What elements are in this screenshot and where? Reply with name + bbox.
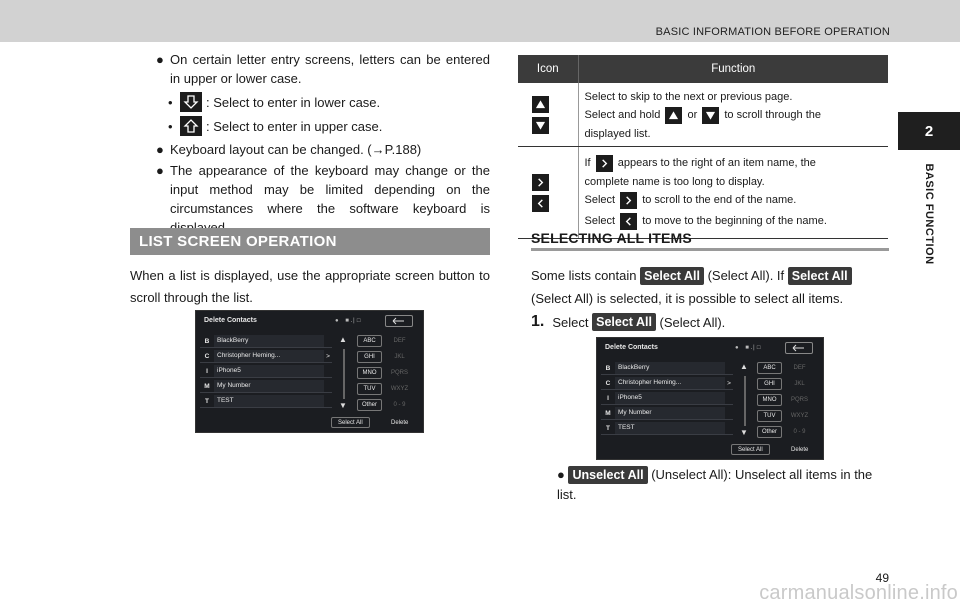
sub-lower-case: • : Select to enter in lower case. [168,92,490,112]
index-letter: C [605,379,611,387]
scroll-up-icon[interactable]: ▲ [339,335,347,344]
page-down-icon [532,117,549,134]
screen-title: Delete Contacts [204,317,257,324]
running-head: BASIC INFORMATION BEFORE OPERATION [655,26,890,38]
sub-text: : Select to enter in lower case. [206,94,381,110]
function-text: displayed list. [584,128,651,140]
contact-name: TEST [214,395,324,407]
key-button-disabled: 0 - 9 [793,429,806,435]
chevron-right-icon [532,174,549,191]
col-function-header: Function [578,55,888,83]
key-button-disabled: WXYZ [790,413,809,419]
table-row[interactable] [200,365,332,378]
key-button-disabled: PQRS [390,370,408,376]
step-1: 1. Select Select All (Select All). [531,313,726,330]
lower-case-key-icon [180,92,202,112]
chevron-left-icon [532,195,549,212]
contact-name: My Number [214,380,324,392]
chapter-tab: 2 [898,112,960,150]
left-column [130,50,490,239]
key-button-disabled: 0 - 9 [393,402,406,408]
delete-contacts-screen [195,310,424,433]
table-row[interactable] [601,422,733,435]
index-letter: M [605,409,611,417]
key-button-disabled: WXYZ [390,386,409,392]
delete-button[interactable]: Delete [791,447,809,453]
icon-function-table [518,55,888,239]
function-text: Select to scroll to the end of the name. [585,191,883,210]
key-button[interactable]: ABC [357,335,382,347]
index-letter: C [204,352,210,360]
function-text: If appears to the right of an item name, the [585,154,883,173]
key-button-disabled: PQRS [790,397,808,403]
key-button[interactable]: GHI [357,351,382,363]
chevron-left-icon [620,213,637,230]
contact-name: Christopher Heming... [214,350,324,362]
col-icon-header: Icon [518,55,578,83]
scroll-track[interactable] [744,376,746,426]
index-letter: M [204,382,210,390]
contact-name: BlackBerry [214,335,324,347]
key-button[interactable]: ABC [757,362,782,374]
page-down-icon [702,107,719,124]
function-text: Select to skip to the next or previous page. [584,91,793,103]
key-button[interactable]: GHI [757,378,782,390]
select-all-button[interactable]: Select All [731,444,770,455]
select-all-label: Select All [640,267,704,285]
list-paragraph: When a list is displayed, use the appropriate screen button to scroll through the list. [130,268,490,305]
function-text: Select and hold or to scroll through the [585,106,883,125]
scroll-track[interactable] [343,349,345,399]
contact-name: Christopher Heming... [615,377,725,389]
key-button[interactable]: MNO [357,367,382,379]
page-up-icon [532,96,549,113]
scroll-down-icon[interactable]: ▼ [740,428,748,437]
page-up-icon [665,107,682,124]
sub-upper-case: • : Select to enter in upper case. [168,116,490,136]
chevron-right-icon [620,192,637,209]
bullet-text: On certain letter entry screens, letters can be entered in upper or lower case. [170,52,490,86]
index-letter: I [206,367,208,375]
table-row[interactable] [200,335,332,348]
screen-title: Delete Contacts [605,344,658,351]
bullet-keyboard-appearance: ● The appearance of the keyboard may change or the input method may be limited depending on the circumstances where the software keyboard is [130,161,490,237]
key-button[interactable]: TUV [357,383,382,395]
delete-contacts-screen [596,337,824,460]
table-row[interactable] [200,350,332,363]
upper-case-key-icon [180,116,202,136]
function-text: Select to move to the beginning of the name. [585,212,883,231]
contact-name: TEST [615,422,725,434]
table-row[interactable] [601,392,733,405]
table-row[interactable] [601,407,733,420]
function-text: complete name is too long to display. [584,176,765,188]
contact-name: BlackBerry [615,362,725,374]
watermark: carmanualsonline.info [759,582,958,604]
table-row [518,147,888,239]
select-all-label: Select All [788,267,852,285]
select-all-paragraph: Some lists contain Select All (Select All). If Select All (Select All) is selected, it is possible to select all items. [531,264,889,310]
status-icons: ● ■ .∣ □ [335,318,361,324]
bullet-letter-case: ● On certain letter entry screens, letters can be entered in upper or lower case. [156,52,490,86]
table-row[interactable] [601,377,733,390]
key-button[interactable]: Other [357,399,382,411]
table-row [518,83,888,147]
index-letter: T [606,424,610,432]
bullet-text: The appearance of the keyboard may change or the input method may be limited depending on the circumstances where the software keyboard is [170,163,490,216]
status-icons: ● ■ .∣ □ [735,345,761,351]
back-button[interactable] [385,315,413,327]
unselect-all-label: Unselect All [568,466,647,484]
page-number: 49 [875,571,889,585]
expand-arrow[interactable]: > [326,352,330,360]
scroll-up-icon[interactable]: ▲ [740,362,748,371]
table-row[interactable] [200,380,332,393]
key-button[interactable]: MNO [757,394,782,406]
unselect-all-note: ● Unselect All (Unselect All): Unselect all items in the list. [557,467,873,502]
bullet-text: Keyboard layout can be changed. (→P.188) [170,142,422,157]
contact-name: iPhone5 [214,365,324,377]
chevron-right-icon [596,155,613,172]
heading-rule [531,248,889,251]
side-label: BASIC FUNCTION [923,163,935,265]
scroll-down-icon[interactable]: ▼ [339,401,347,410]
select-all-button[interactable]: Select All [331,417,370,428]
index-letter: B [605,364,611,372]
back-button[interactable] [785,342,813,354]
index-letter: B [204,337,210,345]
key-button-disabled: DEF [793,365,806,371]
index-letter: I [607,394,609,402]
key-button-disabled: JKL [794,381,805,387]
contact-name: iPhone5 [615,392,725,404]
expand-arrow[interactable]: > [727,379,731,387]
key-button-disabled: JKL [394,354,405,360]
section-title: LIST SCREEN OPERATION [130,228,490,255]
table-row[interactable] [200,395,332,408]
index-letter: T [205,397,209,405]
table-row[interactable] [601,362,733,375]
key-button[interactable]: TUV [757,410,782,422]
delete-button[interactable]: Delete [391,420,409,426]
sub-text: : Select to enter in upper case. [206,118,383,134]
contact-name: My Number [615,407,725,419]
select-all-label: Select All [592,313,656,331]
key-button[interactable]: Other [757,426,782,438]
bullet-keyboard-layout: ● Keyboard layout can be changed. (→P.188) [130,140,490,159]
section-heading: SELECTING ALL ITEMS [531,230,692,246]
key-button-disabled: DEF [393,338,406,344]
